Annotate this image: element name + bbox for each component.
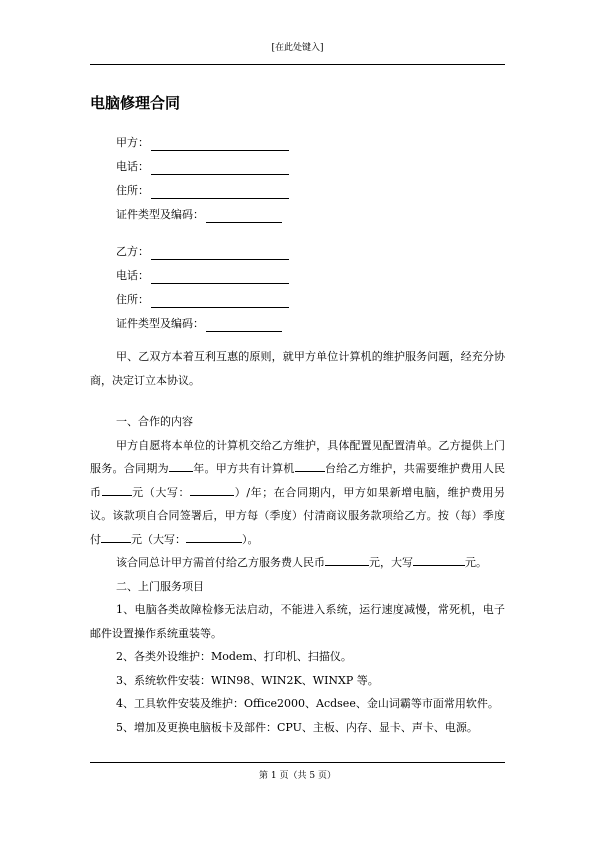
party-b-phone-field — [116, 260, 289, 284]
party-a-block — [116, 127, 289, 223]
service-item-1: 1、电脑各类故障检修无法启动，不能进入系统，运行速度减慢，常死机，电子邮件设置操作系统重装等。 — [90, 603, 505, 640]
blank-total-words — [413, 553, 465, 566]
header-divider — [90, 64, 505, 65]
text-run: 元（大写： — [131, 532, 186, 546]
party-b-id-field — [116, 308, 289, 332]
blank-line — [151, 270, 289, 284]
section1-heading: 一、合作的内容 — [116, 415, 193, 428]
blank-line — [151, 294, 289, 308]
party-b-name-field — [116, 236, 289, 260]
text-run: ）/年；在合同期内，甲方如果新增电脑，维护费用另议。该款项自合同签署后，甲方每（季度）付清商议服务款项给乙方。按（每）季度付 — [90, 485, 505, 546]
blank-computers — [295, 459, 325, 472]
blank-line — [206, 318, 282, 332]
field-label: 乙方： — [116, 245, 149, 258]
blank-total — [325, 553, 369, 566]
service-item-3: 3、系统软件安装：WIN98、WIN2K、WINXP 等。 — [116, 673, 379, 687]
blank-line — [151, 161, 289, 175]
intro-text: 甲、乙双方本着互利互惠的原则，就甲方单位计算机的维护服务问题，经充分协商，决定订立本协议。 — [90, 350, 505, 387]
page-footer: 第 1 页（共 5 页） — [259, 771, 336, 781]
blank-fee-words — [190, 483, 234, 496]
footer-divider — [90, 762, 505, 763]
field-label: 住所： — [116, 184, 149, 197]
blank-line — [151, 137, 289, 151]
field-label: 证件类型及编码： — [116, 208, 204, 221]
field-label: 证件类型及编码： — [116, 317, 204, 330]
section2-heading: 二、上门服务项目 — [116, 579, 204, 593]
blank-line — [151, 246, 289, 260]
party-a-phone-field — [116, 151, 289, 175]
service-item-4: 4、工具软件安装及维护：Office2000、Acdsee、金山词霸等市面常用软件。 — [116, 697, 499, 710]
intro-paragraph — [90, 345, 505, 392]
section1-paragraph-1 — [90, 434, 505, 552]
section1-paragraph-2 — [90, 551, 505, 575]
text-run: 年。甲方共有计算机 — [192, 462, 295, 475]
service-item-5: 5、增加及更换电脑板卡及部件：CPU、主板、内存、显卡、声卡、电源。 — [116, 720, 478, 734]
party-a-address-field — [116, 175, 289, 199]
blank-quarterly — [101, 530, 131, 543]
text-run: 元。 — [465, 556, 487, 569]
blank-years — [169, 459, 193, 472]
text-run: 甲方自愿将本单位的计算机交给乙方维护，具体配置见配置清单。乙方提供上门服务。合同期为 — [90, 438, 505, 475]
blank-line — [151, 185, 289, 199]
party-b-block — [116, 236, 289, 332]
field-label: 电话： — [116, 160, 149, 173]
blank-fee — [102, 483, 132, 496]
party-a-name-field — [116, 127, 289, 151]
text-run: 元（大写： — [131, 485, 191, 499]
party-b-address-field — [116, 284, 289, 308]
blank-line — [206, 209, 282, 223]
field-label: 住所： — [116, 293, 149, 306]
field-label: 电话： — [116, 269, 149, 282]
text-run: ）。 — [242, 532, 259, 546]
service-item-2: 2、各类外设维护：Modem、打印机、扫描仪。 — [116, 650, 352, 663]
field-label: 甲方： — [116, 136, 149, 149]
party-a-id-field — [116, 199, 289, 223]
blank-quarterly-words — [186, 530, 242, 543]
text-run: 台给乙方维护，共需要维护费用人民币 — [90, 462, 506, 499]
text-run: 元，大写 — [369, 556, 413, 569]
section-cooperation — [90, 410, 505, 739]
document-title: 电脑修理合同 — [90, 94, 181, 112]
text-run: 该合同总计甲方需首付给乙方服务费人民币 — [116, 556, 325, 569]
page-header: [在此处键入] — [271, 43, 324, 53]
